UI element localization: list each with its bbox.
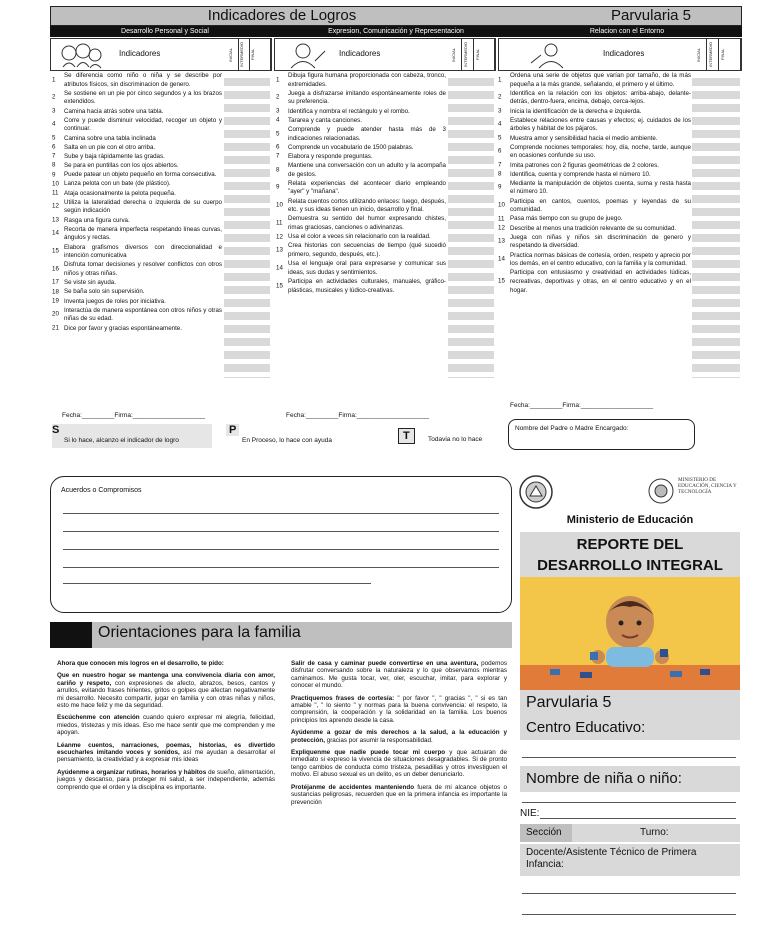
indicador-number: 7 (498, 161, 502, 169)
explorer-child-icon (525, 41, 573, 69)
indicador-item (52, 217, 222, 226)
indicador-item (52, 325, 222, 334)
docente-line[interactable] (522, 914, 736, 915)
indicador-number: 9 (52, 171, 56, 179)
indicador-number: 2 (52, 94, 56, 102)
indicador-text: Se diferencia como niño o niña y se describe por atributos físicos, sin discriminacion de genero. (64, 72, 222, 88)
orientacion-text: cuando quiero expresar mi alegría, felicidad, miedos, tristezas y mis ideas. Eso me hace sentir que me comprenden y me apoyan. (57, 714, 275, 737)
reporte-title (520, 532, 740, 577)
indicador-item (498, 171, 691, 180)
legend-p (226, 424, 406, 448)
col3-header (498, 38, 742, 71)
indicador-text: Disfruta tomar decisiones y resolver conflictos con otros niños y otras niñas. (64, 261, 222, 277)
orientacion-paragraph (57, 742, 275, 764)
indicador-number: 10 (498, 201, 505, 209)
indicador-text: Participa con entusiasmo y creatividad en actividades lúdicas, recreativas, deportivas y otras, en el centro educativo y en el hogar. (510, 269, 691, 294)
indicador-item (498, 90, 691, 107)
docente-line[interactable] (522, 893, 736, 894)
nombre-line[interactable] (522, 802, 736, 803)
orientacion-paragraph (291, 729, 507, 744)
indicador-item (52, 72, 222, 89)
write-line (63, 549, 499, 550)
orientacion-text: de sueño, alimentación, juegos y descanso, para proteger mi salud, a ser independiente, además comprendo que el orden y la disciplina es importante. (57, 768, 275, 791)
indicador-item (276, 198, 446, 215)
indicador-text: Tararea y canta canciones. (288, 116, 362, 124)
indicador-text: Se para en puntillas con los ojos abiertos. (64, 162, 179, 170)
indicador-text: Dibuja figura humana proporcionada con cabeza, tronco, extremidades. (288, 72, 446, 88)
indicador-item (52, 288, 222, 297)
indicadores-list-entorno (498, 72, 691, 296)
indicador-text: Dice por favor y gracias espontáneamente. (64, 324, 182, 332)
indicador-text: Rasga una figura curva. (64, 216, 130, 224)
indicador-number: 9 (498, 184, 502, 192)
orientacion-bold: Ayúdenme a organizar rutinas, horarios y hábitos (57, 768, 207, 776)
docente-label: Docente/Asistente Técnico de Primera Infancia: (520, 844, 740, 876)
child-playing-image (520, 577, 740, 690)
indicador-text: Demuestra su sentido del humor expresando chistes, rimas graciosas, canciones o adivinanzas. (288, 215, 446, 232)
area-expresion: Expresion, Comunicación y Representacion (328, 28, 464, 35)
indicador-number: 9 (276, 184, 280, 192)
indicador-number: 18 (52, 288, 59, 296)
indicador-number: 20 (52, 311, 59, 319)
indicador-number: 11 (52, 189, 59, 197)
col-intermedio: INTERMEDIO (463, 39, 474, 70)
indicador-text: Identifica en la relación con los objetos: arriba-abajo, delante-detrás, dentro-fuera, encima, debajo, cerca-lejos. (510, 89, 691, 106)
indicador-number: 4 (276, 116, 280, 124)
indicador-number: 5 (498, 134, 502, 142)
indicador-item (52, 279, 222, 288)
indicador-item (498, 135, 691, 144)
indicador-text: Utiliza la lateralidad derecha o izquierda de su cuerpo según indicación (64, 198, 222, 215)
cover-parvularia: Parvularia 5 (520, 690, 740, 716)
indicador-text: Ordena una serie de objetos que varían por tamaño, de la más pequeña a la más grande, señalando, el primero y el último. (510, 72, 691, 88)
title-bar (50, 6, 742, 26)
indicador-number: 16 (52, 265, 59, 273)
orientaciones-right (291, 660, 507, 811)
indicador-item (52, 190, 222, 199)
indicador-item (276, 144, 446, 153)
indicador-item (276, 242, 446, 259)
orientacion-bold: Protéjanme de accidentes manteniendo (291, 783, 415, 791)
acuerdos-label: Acuerdos o Compromisos (61, 487, 142, 494)
orientaciones-left (57, 660, 275, 796)
indicador-item (276, 260, 446, 277)
write-line (63, 583, 371, 584)
orientaciones-title: Orientaciones para la familia (98, 624, 301, 641)
indicador-text: Mantiene una conversación con un adulto y la acompaña de gestos. (288, 162, 446, 178)
area-personal-social: Desarrollo Personal y Social (121, 28, 209, 35)
indicador-text: Establece relaciones entre causas y efectos; ej. cuidados de los árboles y hábitat de los pájaros. (510, 116, 691, 133)
indicador-item (52, 244, 222, 261)
orientacion-paragraph (57, 672, 275, 709)
indicador-number: 1 (498, 76, 502, 84)
indicador-text: Interactúa de manera espontánea con otros niños y otras niñas de su edad. (64, 306, 222, 323)
indicador-number: 10 (52, 180, 59, 188)
checkbox-column[interactable] (448, 78, 494, 378)
indicador-text: Ataja ocasionalmente la pelota pequeña. (64, 189, 176, 197)
indicador-text: Juega a disfrazarse imitando espontáneamente roles de su preferencia. (288, 89, 446, 106)
indicador-number: 4 (52, 121, 56, 129)
indicador-item (52, 261, 222, 278)
indicador-number: 15 (498, 277, 505, 285)
indicador-item (276, 215, 446, 232)
orientacion-bold: Expliquenme que nadie puede tocar mi cuerpo (291, 749, 446, 757)
indicador-text: Se sostiene en un pie por cinco segundos y a los brazos extendidos. (64, 89, 222, 106)
padre-encargado-box[interactable] (508, 419, 695, 450)
indicador-text: Relata experiencias del acontecer diario empleando "ayer" y "mañana". (288, 179, 446, 196)
indicador-number: 19 (52, 297, 59, 305)
indicador-item (498, 252, 691, 269)
indicador-text: Comprende nociones temporales: hoy, día, noche, tarde, aunque en ocasiones confunde su uso. (510, 143, 691, 160)
indicador-text: Elabora y responde preguntas. (288, 152, 373, 160)
indicador-item (498, 225, 691, 234)
reporte-title-line1: REPORTE DEL (576, 536, 684, 553)
indicador-number: 2 (276, 94, 280, 102)
orientacion-bold: Ayúdenme a gozar de mis derechos a la salud, a la educación y protección, (291, 729, 507, 744)
indicador-text: Relata cuentos cortos utilizando enlaces: luego, después, etc. y sus ideas tienen un inicio, desarrollo y final. (288, 197, 446, 214)
indicador-item (498, 198, 691, 215)
indicador-item (52, 199, 222, 216)
orientacion-paragraph (57, 714, 275, 736)
indicador-text: Pasa más tiempo con su grupo de juego. (510, 215, 623, 223)
indicador-text: Identifica y nombra el rectángulo y el rombo. (288, 107, 410, 115)
indicador-text: Comprende un vocabulario de 1500 palabras. (288, 143, 414, 151)
indicador-item (52, 153, 222, 162)
indicador-number: 13 (498, 238, 505, 246)
indicador-number: 8 (276, 166, 280, 174)
acuerdos-box[interactable] (50, 476, 512, 613)
orientacion-bold: Salir de casa y caminar puede convertirse en una aventura, (291, 660, 479, 667)
indicador-item (276, 126, 446, 143)
indicador-number: 14 (498, 255, 505, 263)
indicador-text: Juega con niñas y niños sin discriminación de genero y respetando la diversidad. (510, 233, 691, 250)
indicador-item (498, 269, 691, 295)
indicador-number: 5 (276, 130, 280, 138)
indicador-number: 5 (52, 134, 56, 142)
indicador-item (498, 180, 691, 197)
indicadores-title: Indicadores de Logros (207, 7, 357, 24)
indicador-number: 12 (276, 233, 283, 241)
nie-line[interactable] (540, 818, 736, 819)
legend-t-letter: T (398, 428, 415, 444)
indicador-text: Crea historias con secuencias de tiempo (qué sucedió primero, segundo, después, etc.). (288, 242, 446, 258)
orientacion-bold: Léanme cuentos, narraciones, poemas, historias, es divertido escucharles imitando voces y sonidos, (57, 741, 275, 757)
indicador-item (52, 171, 222, 180)
children-icon (57, 41, 105, 69)
checkbox-column[interactable] (224, 78, 270, 378)
child-illustration (520, 577, 740, 690)
indicador-number: 10 (276, 201, 283, 209)
orientacion-paragraph (291, 784, 507, 806)
legend-p-letter: P (226, 424, 239, 436)
indicador-text: Muestra amor y sensibilidad hacia el medio ambiente. (510, 134, 658, 142)
write-line (63, 531, 499, 532)
cover-centro-label: Centro Educativo: (520, 716, 740, 740)
indicador-text: Participa en actividades culturales, manuales, gráfico-plásticas, musicales y lúdico-creativas. (288, 277, 446, 294)
orientacion-text: gracias por asumir la responsabilidad. (324, 736, 433, 744)
indicador-item (276, 162, 446, 179)
area-entorno: Relacion con el Entorno (589, 28, 665, 35)
indicador-number: 1 (52, 76, 56, 84)
indicador-item (52, 226, 222, 243)
orientacion-bold: Que en nuestro hogar se mantenga una convivencia diaria con amor, cariño y respeto, (57, 672, 275, 687)
centro-line[interactable] (522, 757, 736, 758)
indicador-item (498, 162, 691, 171)
indicador-number: 14 (276, 264, 283, 272)
indicadores-list-expresion (276, 72, 446, 296)
orientacion-text: fuera de mi alcance objetos o sustancias peligrosas, recuerden que en la primera infancia es importante la prevención (291, 783, 507, 806)
orientacion-paragraph (291, 749, 507, 779)
indicador-number: 3 (276, 107, 280, 115)
indicador-number: 17 (52, 279, 59, 287)
indicador-number: 8 (52, 162, 56, 170)
indicador-item (52, 180, 222, 189)
indicador-number: 13 (276, 246, 283, 254)
indicador-text: Inventa juegos de roles por iniciativa. (64, 297, 166, 305)
indicador-item (498, 117, 691, 134)
orientacion-text: " por favor ", " gracias ", " si es tan amable ", " lo siento " y normas para la buena convivencia: el respeto, la comprensión, la cooperación y la solidaridad en la familia. Los buenos principios los aprendo desde la casa. (291, 694, 507, 724)
orientacion-intro: Ahora que conocen mis logros en el desarrollo, te pido: (57, 660, 224, 667)
indicador-item (52, 298, 222, 307)
col-inicial: INICIAL (451, 39, 462, 70)
indicador-number: 3 (498, 107, 502, 115)
orientacion-text: y que actuaran de inmediato si expreso la vivencia de situaciones desagradables. Si de pronto tengo cambios de conducta como tristeza, pesadillas y otros investiguen el motivo. El abuso sexual es un delito, es un deber denunciarlo. (291, 749, 507, 779)
legend-s (52, 424, 212, 448)
orientacion-bold: Escúchenme con atención (57, 714, 140, 722)
indicador-item (276, 72, 446, 89)
col-inicial: INICIAL (696, 39, 707, 70)
indicador-item (52, 162, 222, 171)
padre-encargado-label: Nombre del Padre o Madre Encargado: (515, 425, 629, 432)
orientacion-text: así me ayudan a desarrollar el pensamiento, la creatividad y a expresar mis ideas (57, 749, 275, 764)
indicador-number: 21 (52, 324, 59, 332)
indicador-item (276, 90, 446, 107)
ministerio-heading: Ministerio de Educación (566, 514, 694, 526)
legend-p-text: En Proceso, lo hace con ayuda (242, 437, 332, 444)
indicador-text: Puede patear un objeto pequeño en forma consecutiva. (64, 171, 217, 179)
indicador-item (276, 153, 446, 162)
drawing-child-icon (281, 41, 329, 69)
indicador-text: Salta en un pie con el otro arriba. (64, 143, 156, 151)
indicador-text: Identifica, cuenta y comprende hasta el número 10. (510, 170, 651, 178)
orientacion-paragraph (57, 660, 275, 667)
indicador-number: 13 (52, 216, 59, 224)
indicador-text: Camina hacia atrás sobre una tabla. (64, 107, 164, 115)
areas-bar (50, 26, 742, 37)
col1-header (50, 38, 272, 71)
orientaciones-bar-block (50, 622, 92, 648)
indicador-item (276, 233, 446, 242)
col2-header (274, 38, 496, 71)
indicador-item (498, 215, 691, 224)
fecha-firma-1[interactable]: Fecha:_________Firma:____________________ (62, 412, 206, 419)
indicador-text: Participa en cantos, cuentos, poemas y leyendas de su comunidad. (510, 197, 691, 214)
legend-s-text: Si lo hace, alcanzo el indicador de logro (64, 437, 179, 444)
indicador-text: Se baña solo sin supervisión. (64, 288, 145, 296)
indicador-text: Imita patrones con 2 figuras geométricas de 2 colores. (510, 161, 659, 169)
indicador-item (276, 180, 446, 197)
indicador-number: 12 (498, 224, 505, 232)
indicador-number: 7 (276, 152, 280, 160)
indicador-text: Comprende y puede atender hasta más de 3 indicaciones relacionadas. (288, 125, 446, 142)
col-final: FINAL (250, 39, 271, 70)
indicador-text: Camina sobre una tabla inclinada (64, 134, 156, 142)
indicador-item (52, 108, 222, 117)
indicador-number: 15 (52, 247, 59, 255)
ministerio-logo-icon (646, 476, 676, 506)
nie-label: NIE: (520, 808, 540, 819)
indicador-text: Inicia la identificación de la derecha e izquierda. (510, 107, 642, 115)
indicador-item (498, 72, 691, 89)
col-final: FINAL (475, 39, 495, 70)
indicador-item (52, 90, 222, 107)
indicador-text: Elabora grafismos diversos con direccionalidad e intención comunicativa (64, 243, 222, 260)
orientacion-text: con expresiones de afecto, abrazos, besos, cantos y arrullos, evitando frases hirientes, gritos o golpes que afectan negativamente mi desarrollo. Necesito compartir, jugar en familia y con otras niñas y niños, esto me hace feliz y me da seguridad. (57, 679, 275, 710)
indicador-number: 3 (52, 107, 56, 115)
col-intermedio: INTERMEDIO (239, 39, 250, 70)
orientacion-paragraph (57, 769, 275, 791)
indicador-number: 6 (52, 143, 56, 151)
indicador-number: 6 (498, 148, 502, 156)
indicador-item (498, 144, 691, 161)
indicador-text: Lanza pelota con un bate (de plástico). (64, 180, 171, 188)
indicador-text: Sube y baja rápidamente las gradas. (64, 152, 165, 160)
turno-label: Turno: (572, 824, 740, 842)
indicador-number: 12 (52, 203, 59, 211)
indicador-item (52, 307, 222, 324)
fecha-firma-2[interactable]: Fecha:_________Firma:____________________ (286, 412, 430, 419)
indicador-number: 11 (498, 215, 505, 223)
write-line (63, 513, 499, 514)
col-inicial: INICIAL (228, 39, 239, 70)
indicador-item (52, 135, 222, 144)
indicador-number: 2 (498, 94, 502, 102)
cover-nombre-label: Nombre de niña o niño: (520, 766, 740, 792)
indicador-text: Describe al menos una tradición relevante de su comunidad. (510, 224, 677, 232)
indicador-text: Usa el lenguaje oral para expresarse y comunicar sus ideas, sus dudas y sentimientos. (288, 260, 446, 276)
indicador-text: Mediante la manipulación de objetos cuenta, suma y resta hasta el número 10. (510, 179, 691, 196)
write-line (63, 567, 499, 568)
legend-t-text: Todavia no lo hace (428, 436, 483, 443)
indicadores-label-2: Indicadores (339, 49, 381, 58)
indicador-text: Recorta de manera imperfecta respetando líneas curvas, ángulos y rectas. (64, 225, 222, 242)
indicador-text: Practica normas básicas de cortesía, orden, respeto y aprecio por los demás, en el centro educativo, con la familia y la comunidad. (510, 251, 691, 268)
orientacion-paragraph (291, 660, 507, 690)
indicador-text: Corre y puede disminuir velocidad, recoger un objeto y continuar. (64, 116, 222, 133)
indicador-number: 14 (52, 230, 59, 238)
indicador-number: 4 (498, 121, 502, 129)
indicador-item (498, 108, 691, 117)
orientacion-bold: Practiquemos frases de cortesía: (291, 694, 395, 702)
ministerio-logo-text: MINISTERIO DE EDUCACIÓN, CIENCIA Y TECNOLOGÍA (678, 477, 737, 495)
checkbox-column[interactable] (692, 78, 740, 378)
indicadores-label-3: Indicadores (603, 49, 645, 58)
indicadores-label-1: Indicadores (119, 49, 161, 58)
indicador-number: 1 (276, 76, 280, 84)
indicador-item (276, 108, 446, 117)
orientaciones-bar (50, 622, 512, 648)
indicadores-list-personal (52, 72, 222, 334)
indicador-item (52, 144, 222, 153)
legend-s-letter: S (52, 424, 60, 436)
indicador-item (498, 234, 691, 251)
indicador-text: Usa el color a veces sin relacionarlo con la realidad. (288, 233, 431, 241)
reporte-title-line2: DESARROLLO INTEGRAL (537, 557, 723, 574)
indicador-number: 8 (498, 170, 502, 178)
indicador-number: 15 (276, 282, 283, 290)
el-salvador-seal-icon (518, 474, 554, 510)
indicador-item (276, 117, 446, 126)
orientacion-text: podemos disfrutar conversando sobre la naturaleza y lo que observamos mientras caminamos. Me gusta tocar, ver, oler, escuchar, imitar, para explorar y conocer el mundo. (291, 660, 507, 690)
indicador-number: 11 (276, 219, 283, 227)
legend-t (398, 428, 518, 448)
col-final: FINAL (720, 39, 741, 70)
indicador-item (276, 278, 446, 295)
grade-title: Parvularia 5 (610, 7, 692, 24)
indicador-number: 6 (276, 143, 280, 151)
indicador-number: 7 (52, 152, 56, 160)
fecha-firma-3[interactable]: Fecha:_________Firma:____________________ (510, 402, 654, 409)
indicador-item (52, 117, 222, 134)
seccion-label: Sección (520, 824, 572, 842)
col-intermedio: INTERMEDIO (708, 39, 719, 70)
orientacion-paragraph (291, 695, 507, 725)
indicador-text: Se viste sin ayuda. (64, 279, 116, 287)
